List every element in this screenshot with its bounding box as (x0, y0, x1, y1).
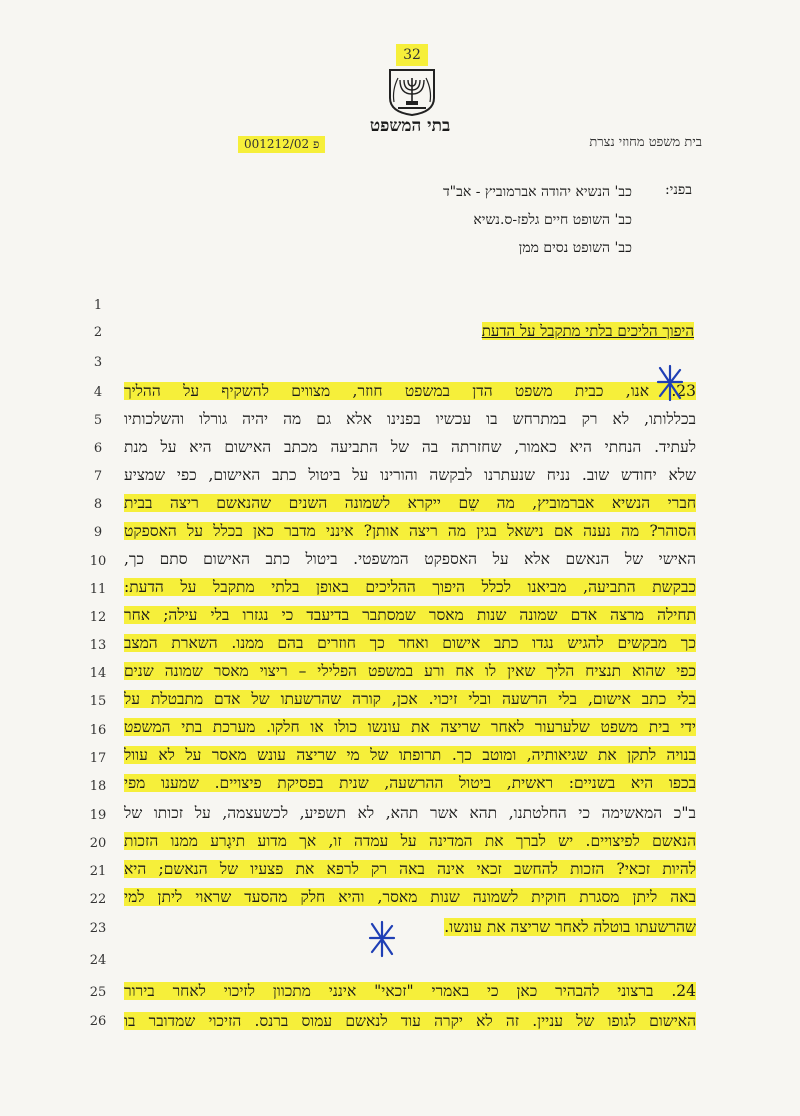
judge-name: כב' השופט נסים ממן (518, 240, 632, 256)
case-number: פ 001212/02 (238, 136, 325, 153)
line-number: 15 (89, 694, 107, 709)
text-line: באה ליתן מסגרת חוקית לשמונה שנות מאסר, והיא חלק מהסעד שראוי ליתן למי (124, 888, 696, 906)
line-number: 17 (89, 751, 107, 766)
text-line: בכפו היא בשניים: ראשית, ביטול ההרשעה, שנית בפסיקת פיצויים. שמענו מפי (124, 774, 696, 792)
text-line: בכללותו, לא רק במתרחש בו עכשיו בפנינו אלא גם מה יהיה גורלו והשלכותיו (124, 410, 696, 428)
line-number: 24 (89, 953, 107, 968)
line-number: 12 (89, 610, 107, 625)
text-line: חברי הנשיא אברמוביץ, מה שֵם ייקרא לשמונה השנים שהנאשם ריצה בבית (124, 494, 696, 512)
line-number: 8 (93, 497, 103, 512)
text-line: בנויה לתקן את שגיאותיה, ומוטב כך. תרופתו של מי שריצה עונש מאסר על לא עוול (124, 746, 696, 764)
line-number: 25 (89, 985, 107, 1000)
line-number: 9 (93, 525, 103, 540)
line-number: 21 (89, 864, 107, 879)
text-line: הסוהר? מה נענה אם נישאל בגין מה ריצה אותן? אינני מדבר כאן בכלל על האספקט (124, 522, 696, 540)
text-line: תחילה מרצה אדם שמונה שנות מאסר שמסתבר בדיעבד כי נגזרו בלי עילה; אחר (124, 606, 696, 624)
section-heading: היפוך הליכים בלתי מתקבל על הדעת (481, 322, 694, 340)
text-line: ידי בית משפט שלערעור לאחר שריצה את עונשו כולו או חלקו. מערכת בתי המשפט (124, 718, 696, 736)
text-line: שהרשעתו בוטלה לאחר שריצה את עונשו. (444, 918, 696, 936)
line-number: 22 (89, 892, 107, 907)
text-line: כבקשת התביעה, מביאנו לכלל היפוך ההליכים באופן בלתי מתקבל על הדעת: (124, 578, 696, 596)
text-line: האישום לגופו של עניין. זה לא יקרה עוד לנאשם עמוס ברנס. הזיכוי שמדובר בו (124, 1012, 696, 1030)
before-label: בפני: (664, 182, 692, 198)
line-number: 20 (89, 836, 107, 851)
line-number: 3 (93, 355, 103, 370)
line-number: 5 (93, 413, 103, 428)
text-line: ב"כ המאשימה כי החלטתנו, תהא אשר תהא, לא תשפיע, לכשעצמה, על זכותו של (124, 804, 696, 822)
line-number: 13 (89, 638, 107, 653)
page-number: 32 (396, 44, 428, 66)
judge-name: כב' הנשיא יהודה אברמוביץ - אב"ד (442, 184, 632, 200)
text-line: הנאשם לפיצויים. יש לברך את המדינה על עמדה זו, אך מדוע תיגָרע ממנו הזכות (124, 832, 696, 850)
line-number: 4 (93, 385, 103, 400)
court-name: בית משפט מחוזי נצרת (589, 135, 702, 150)
text-line: לעתיד. הנחתי היא כאמור, שחזרתה בה של התביעה מכתב האישום היא על מנת (124, 438, 696, 456)
line-number: 7 (93, 469, 103, 484)
text-line: כפי שהוא תנציח הליך שאין לו אח ורע במשפט הפלילי – ריצוי מאסר שמונה שנים (124, 662, 696, 680)
line-number: 18 (89, 779, 107, 794)
text-line: להיות זכאי? הזכות להחשב זכאי אינה באה רק לרפא את פצעיו של הנאשם; היא (124, 860, 696, 878)
text-line: האישי של הנאשם אלא על האספקט המשפטי. ביטול כתב האישום סתם כך, (124, 550, 696, 568)
line-number: 16 (89, 723, 107, 738)
line-number: 23 (89, 921, 107, 936)
judge-name: כב' השופט חיים גלפז-ס.נשיא (473, 212, 632, 228)
courts-title: בתי המשפט (369, 116, 451, 136)
text-line: בלי כתב אישום, בלי הרשעה ובלי זיכוי. אכן, קורה שהרשעתו של אדם מתבטלת על (124, 690, 696, 708)
blue-asterisk-mark-icon (656, 364, 684, 402)
text-line: כך מבקשים להגיש נגדו כתב אישום ואחר כך חוזרים בהם ממנו. השארת המצב (124, 634, 696, 652)
blue-asterisk-mark-icon (368, 920, 396, 958)
text-line: 23. אנו, כבית משפט הדן במשפט חוזר, מצווים להשקיף על ההליך (124, 382, 696, 400)
line-number: 1 (93, 298, 103, 313)
menorah-emblem-icon (384, 68, 440, 116)
line-number: 10 (89, 554, 107, 569)
line-number: 14 (89, 666, 107, 681)
text-line: 24. ברצוני להבהיר כאן כי באמרי "זכאי" אינני מתכוון לזיכוי לאחר בירור (124, 982, 696, 1000)
line-number: 6 (93, 441, 103, 456)
line-number: 19 (89, 808, 107, 823)
line-number: 26 (89, 1014, 107, 1029)
line-number: 11 (89, 582, 107, 597)
text-line: שלא יחודש שוב. נניח שנעתרנו לבקשה והורינו על ביטול כתב האישום, כפי שמציע (124, 466, 696, 484)
line-number: 2 (93, 325, 103, 340)
judges-list (443, 182, 632, 266)
